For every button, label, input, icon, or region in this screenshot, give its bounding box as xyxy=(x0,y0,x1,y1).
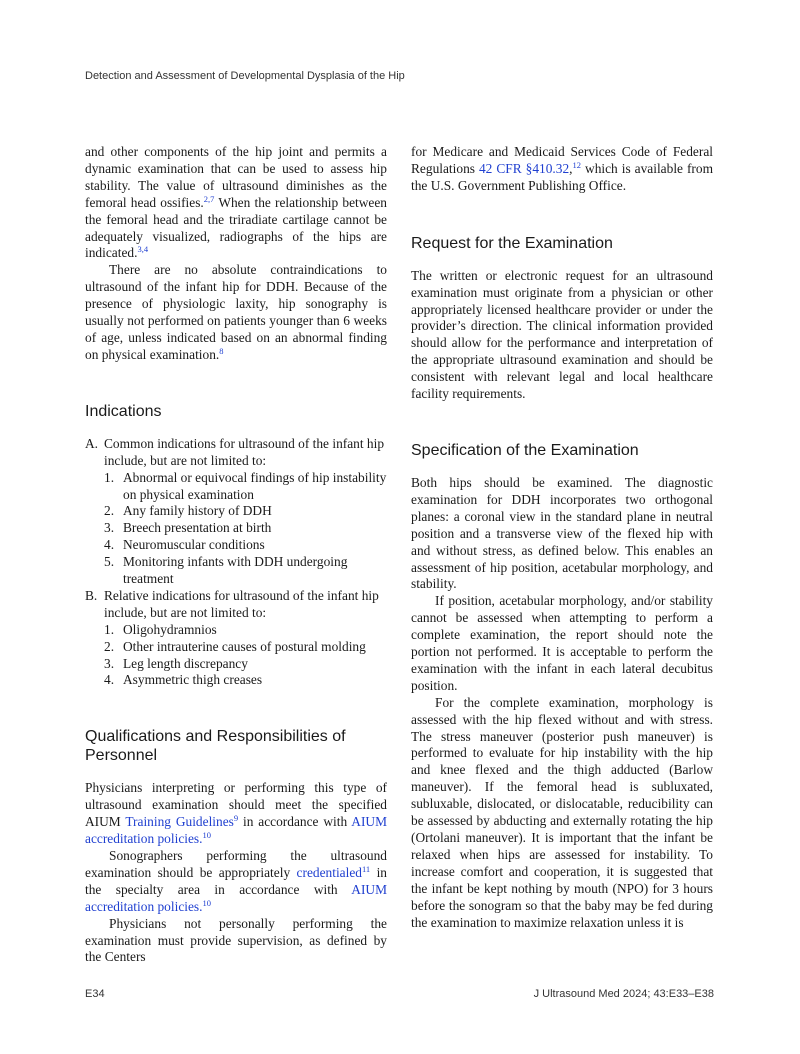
list-item: 4. Neuromuscular conditions xyxy=(104,537,265,553)
citation-ref[interactable]: 12 xyxy=(572,159,582,170)
paragraph: Both hips should be examined. The diagnostic examination for DDH incorporates two orthogonal planes: a coronal view in the standard plane in neutral position and a transverse view of the flexed hip with and without stress, as defined below. This enables an assessment of hip position, acetabular morphology, and stability. xyxy=(411,474,713,592)
paragraph: and other components of the hip joint and permits a dynamic examination that can be used to assess hip stability. The value of ultrasound diminishes as the femoral head ossifies.$^{2,7}$ When the relationship between the femoral head and the triradiate cartilage cannot be adequately visualized, radiographs of the hips are indicated.$^{3,4}$ xyxy=(85,144,387,261)
list-item: 3. Breech presentation at birth xyxy=(104,520,272,536)
citation-ref[interactable]: 10 xyxy=(202,830,211,841)
paragraph: For the complete examination, morphology is assessed with the hip flexed without and with stress. The stress maneuver (posterior push maneuver) is performed to evaluate for hip instability with the hip and knee flexed and the thigh adducted (Barlow maneuver). If the femoral head is subluxated, subluxable, dislocated, or dislocatable, reducibility can be assessed by abducting and externally rotating the hip (Ortolani maneuver). It is important that the infant be relaxed when hips are assessed for instability. To increase comfort and cooperation, it is suggested that the infant be kept nothing by mouth (NPO) for 3 hours before the sonogram so that the baby may be fed during the examination to maximize relaxation unless it is xyxy=(411,694,713,930)
request-heading: Request for the Examination xyxy=(411,234,613,252)
paragraph: Physicians not personally performing the examination must provide supervision, as defined by the Centers xyxy=(85,915,387,965)
running-head: Detection and Assessment of Developmental Dysplasia of the Hip xyxy=(85,70,405,82)
citation-ref[interactable]: 3,4 xyxy=(137,244,149,255)
citation-ref[interactable]: 9 xyxy=(233,813,239,824)
list-item: 3. Leg length discrepancy xyxy=(104,655,248,671)
sub-list xyxy=(104,470,387,588)
page-number: E34 xyxy=(85,988,105,1000)
citation-ref[interactable]: 11 xyxy=(361,863,371,874)
paragraph: The written or electronic request for an ultrasound examination must originate from a physician or other appropriately licensed healthcare provider or under the provider’s direction. The clinical information provided should allow for the performance and interpretation of the appropriate ultrasound examination and should be consistent with relevant legal and local healthcare facility requirements. xyxy=(411,267,713,402)
indications-heading: Indications xyxy=(85,402,162,420)
list-item: A. Common indications for ultrasound of the infant hip include, but are not limited to: 1. Abnormal or equivocal findings of hip instability on physical examination 2. Any family history of DDH 3. Breech presentation at birth 4. Neuromuscular conditions 5. Monitoring infants with DDH undergoing treatment xyxy=(85,435,387,587)
credentialed-link[interactable]: credentialed xyxy=(296,864,362,880)
journal-citation: J Ultrasound Med 2024; 43:E33–E38 xyxy=(533,988,714,1000)
indications-list xyxy=(85,436,387,690)
paragraph: Sonographers performing the ultrasound examination should be appropriately credentialed$^{11}$ in the specialty area in accordance with AIUM accreditation policies.$^{10}$ xyxy=(85,848,387,914)
accreditation-policies-link[interactable]: AIUM accreditation policies. xyxy=(85,881,387,914)
paragraph: There are no absolute contraindications to ultrasound of the infant hip for DDH. Because of the presence of physiologic laxity, hip sonography is usually not performed on patients younger than 6 weeks of age, unless indicated based on an abnormal finding on physical examination.$^8$ xyxy=(85,262,387,362)
list-item: 1. Oligohydramnios xyxy=(104,621,217,637)
list-item: 4. Asymmetric thigh creases xyxy=(104,672,263,688)
specification-heading: Specification of the Examination xyxy=(411,441,639,459)
training-guidelines-link[interactable]: Training Guidelines xyxy=(125,814,234,830)
list-item: 2. Any family history of DDH xyxy=(104,503,272,519)
citation-ref[interactable]: 2,7 xyxy=(203,193,215,204)
list-item: B. Relative indications for ultrasound of the infant hip include, but are not limited to: 1. Oligohydramnios 2. Other intrauterine causes of postural molding 3. Leg length discrepancy 4. Asymmetric thigh creases xyxy=(85,588,387,689)
cfr-link[interactable]: 42 CFR §410.32 xyxy=(478,160,570,176)
sub-list xyxy=(104,622,387,690)
paragraph: Physicians interpreting or performing this type of ultrasound examination should meet the specified AIUM Training Guidelines$^9$ in accordance with AIUM accreditation policies.$^{10}$ xyxy=(85,780,387,847)
list-item: 1. Abnormal or equivocal findings of hip instability on physical examination xyxy=(104,469,387,502)
accreditation-policies-link[interactable]: AIUM accreditation policies. xyxy=(85,814,387,847)
list-item: 5. Monitoring infants with DDH undergoing treatment xyxy=(104,554,348,587)
paragraph: for Medicare and Medicaid Services Code of Federal Regulations 42 CFR §410.32,12 which is available from the U.S. Government Publishing Office. xyxy=(411,144,713,193)
right-column xyxy=(411,144,713,931)
list-item: 2. Other intrauterine causes of postural molding xyxy=(104,638,366,654)
qualifications-heading: Qualifications and Responsibilities of Personnel xyxy=(85,728,346,765)
paragraph: If position, acetabular morphology, and/or stability cannot be assessed when attempting to perform a complete examination, the report should note the portion not performed. It is acceptable to perform the examination with the infant in each lateral decubitus position. xyxy=(411,593,713,693)
citation-ref[interactable]: 8 xyxy=(219,345,224,356)
left-column xyxy=(85,144,387,966)
citation-ref[interactable]: 10 xyxy=(202,897,211,908)
